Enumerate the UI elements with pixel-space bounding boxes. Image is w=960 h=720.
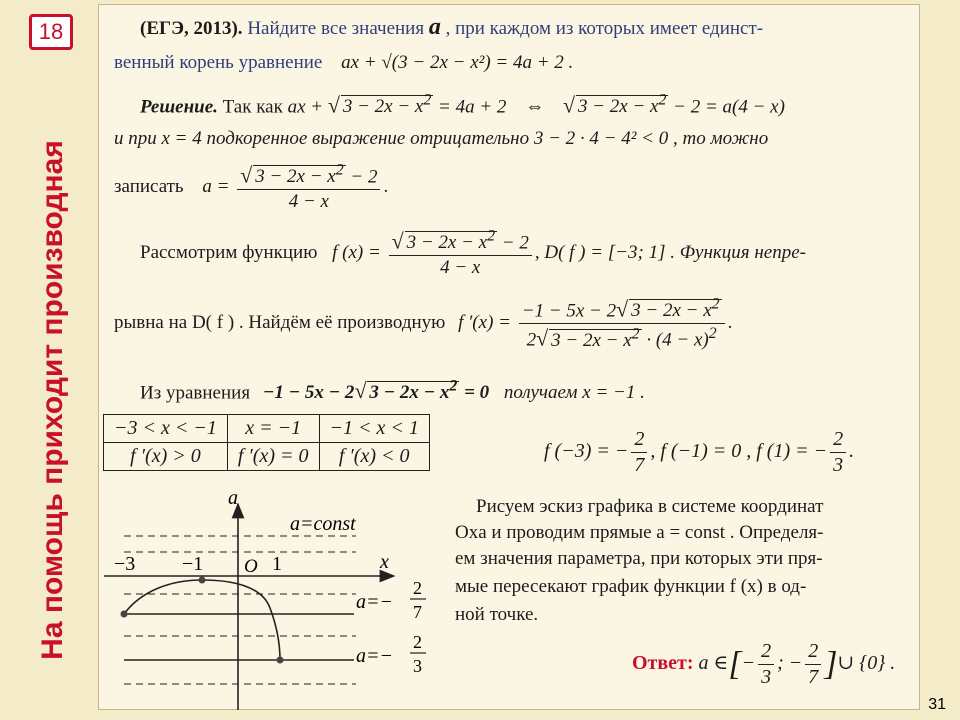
conclusion-line-4: мые пересекают график функции f (x) в од- <box>455 576 807 597</box>
critical-result: получаем x = −1 . <box>503 382 645 404</box>
solution-line-4 <box>140 228 806 279</box>
solution-text-4: Рассмотрим функцию <box>140 242 318 264</box>
solution-text-3: записать <box>114 176 184 198</box>
answer-set: a ∈[− $\frac{2}{3}$ ; − $\frac{2}{7}$ ]∪ {0} . <box>698 640 896 688</box>
a-fraction: $\frac{√ 3 - 2x - x^2 - 2}{4 - x}$ <box>237 162 380 213</box>
fprime-equals: f ′(x) = <box>458 312 511 334</box>
eq1-root: $3 - 2x - x^2$ <box>342 92 432 118</box>
x-axis-label: x <box>380 551 389 573</box>
solution-text-1: Так как <box>222 96 283 118</box>
problem-text-3: венный корень уравнение <box>114 52 323 73</box>
solution-line-5: рывна на D( f ) . Найдём её производную f ′(x) = $\frac{-1 - 5x - 2√ 3 - 2x - x^2}{2√ 3 - 2x - x^2 \cdot (4 - x)^2}$ . <box>114 296 733 351</box>
label-a-23-num: 2 <box>413 632 422 652</box>
problem-text-1: Найдите все значения <box>247 18 425 39</box>
tick-label-minus-1: −1 <box>182 553 204 575</box>
table-cell: −3 < x < −1 <box>104 415 228 443</box>
label-a-27-num: 2 <box>413 578 422 598</box>
table-cell: f ′(x) = 0 <box>227 443 319 471</box>
problem-statement-line-1 <box>140 14 763 41</box>
solution-line-6 <box>140 378 645 404</box>
section-title: На помощь приходит производная <box>36 140 69 660</box>
label-a-23-den: 3 <box>413 656 422 676</box>
solution-text-5: рывна на D( f ) . Найдём её производную <box>114 312 446 334</box>
conclusion-line-2: Oxa и проводим прямые a = const . Определя- <box>455 522 824 543</box>
problem-statement-line-2 <box>114 52 573 74</box>
solution-line-3: записать a = $\frac{√ 3 - 2x - x^2 - 2}{4 - x}$ . <box>114 162 389 213</box>
endpoint-left <box>121 611 128 618</box>
problem-equation: ax + √(3 − 2x − x²) = 4a + 2 . <box>341 52 574 73</box>
page-number: 31 <box>928 696 946 713</box>
solution-line-2: и при x = 4 подкоренное выражение отрицательно 3 − 2 · 4 − 4² < 0 , то можно <box>114 128 769 149</box>
function-curve <box>124 580 280 660</box>
origin-label: O <box>244 556 258 577</box>
endpoint-right <box>277 657 284 664</box>
maximum-point <box>199 577 206 584</box>
eq1-lhs: ax + <box>287 96 328 118</box>
solution-text-6: Из уравнения <box>140 382 251 404</box>
problem-text-2: , при каждом из которых имеет единст- <box>445 18 764 39</box>
domain-text: , D( f ) = [−3; 1] . Функция непре- <box>534 242 806 264</box>
slide-number-badge: 18 <box>29 14 73 50</box>
conclusion-line-1: Рисуем эскиз графика в системе координат <box>476 496 824 517</box>
function-values: f (−3) = − $\frac{2}{7}$ , f (−1) = 0 , f (1) = − $\frac{2}{3}$ . <box>544 428 855 476</box>
eq2-tail: − 2 = a(4 − x) <box>668 96 785 118</box>
label-a-minus-2-7: a=− <box>356 591 393 613</box>
y-axis-label: a <box>228 490 238 509</box>
f-definition: f (x) = <box>332 242 381 264</box>
eq1-rhs: = 4a + 2 <box>433 96 507 118</box>
tick-label-1: 1 <box>272 553 282 575</box>
f-fraction: $\frac{√ 3 - 2x - x^2 - 2}{4 - x}$ <box>389 228 532 279</box>
solution-line-1: Решение. Так как ax + √ $3 - 2x - x^2 = 4a + 2$ ⇔ √ $3 - 2x - x^2 - 2 = a(4 - x)$ <box>140 92 785 118</box>
function-sketch <box>102 490 447 712</box>
problem-param: a <box>428 14 441 40</box>
conclusion-line-5: ной точке. <box>455 604 539 625</box>
answer-label: Ответ: <box>632 652 694 675</box>
a-equals: a = <box>202 176 230 198</box>
solution-label: Решение. <box>140 96 218 118</box>
table-cell: f ′(x) < 0 <box>319 443 429 471</box>
table-cell: f ′(x) > 0 <box>104 443 228 471</box>
tick-label-minus-3: −3 <box>114 553 136 575</box>
equivalence-icon: ⇔ <box>525 96 545 118</box>
table-cell: −1 < x < 1 <box>319 415 429 443</box>
sign-table <box>103 414 430 471</box>
table-row <box>104 415 430 443</box>
answer-line <box>632 640 895 689</box>
label-a-minus-2-3: a=− <box>356 645 393 667</box>
eq2-root: $3 - 2x - x^2$ <box>577 92 667 118</box>
conclusion-line-3: ем значения параметра, при которых эти пря- <box>455 548 823 569</box>
critical-equation: −1 − 5x − 2√ $3 - 2x - x^2 = 0$ <box>262 378 490 404</box>
problem-source: (ЕГЭ, 2013). <box>140 18 243 39</box>
derivative-fraction: $\frac{-1 - 5x - 2√ 3 - 2x - x^2}{2√ 3 - 2x - x^2 \cdot (4 - x)^2}$ <box>519 296 725 352</box>
table-cell: x = −1 <box>227 415 319 443</box>
const-label: a=const <box>290 513 356 535</box>
label-a-27-den: 7 <box>413 602 422 622</box>
table-row <box>104 443 430 471</box>
